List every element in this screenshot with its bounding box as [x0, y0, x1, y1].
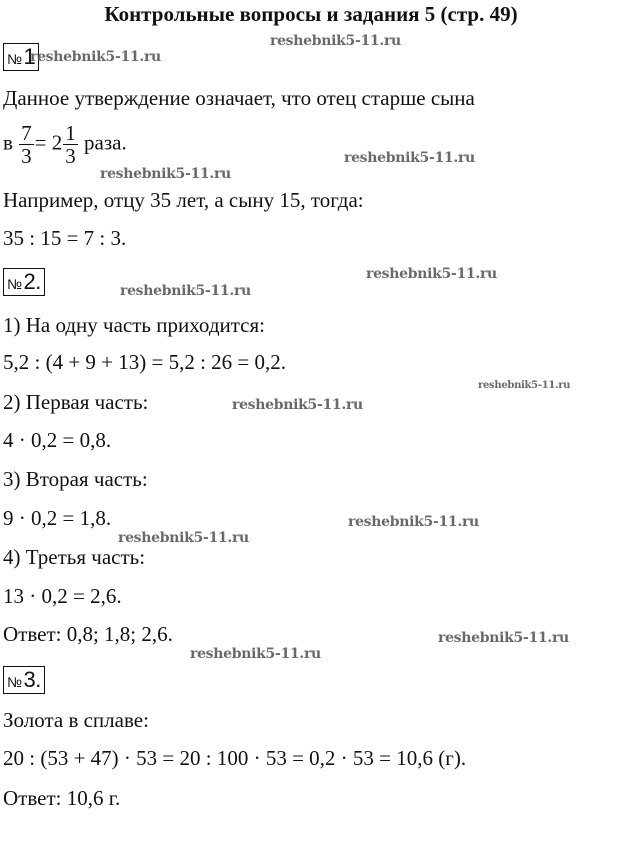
- task-1-equals: = 2: [34, 130, 63, 155]
- watermark: reshebnik5-11.ru: [120, 283, 251, 299]
- task-3-label: Золота в сплаве:: [3, 708, 149, 732]
- task-3-answer: Ответ: 10,6 г.: [3, 786, 121, 810]
- watermark: reshebnik5-11.ru: [30, 49, 161, 65]
- task-3-number-badge: [3, 666, 45, 694]
- watermark: reshebnik5-11.ru: [348, 514, 479, 530]
- watermark: reshebnik5-11.ru: [438, 630, 569, 646]
- task-1-line-1: Данное утверждение означает, что отец старше сына: [3, 86, 475, 110]
- watermark: reshebnik5-11.ru: [270, 33, 401, 49]
- number-sign: №: [7, 276, 22, 292]
- task-1-prefix: в: [3, 130, 13, 155]
- watermark: reshebnik5-11.ru: [344, 150, 475, 166]
- task-2-step-2-label: 2) Первая часть:: [3, 390, 149, 414]
- task-2-number-badge: [3, 268, 45, 296]
- task-2-step-1-label: 1) На одну часть приходится:: [3, 313, 265, 337]
- task-3-number: 3.: [23, 667, 41, 692]
- fraction-numerator: 7: [21, 121, 32, 145]
- fraction-numerator: 1: [65, 121, 76, 145]
- task-2-answer: Ответ: 0,8; 1,8; 2,6.: [3, 622, 173, 646]
- fraction-denominator: 3: [65, 144, 76, 169]
- watermark: reshebnik5-11.ru: [190, 646, 321, 662]
- task-2-step-4-label: 4) Третья часть:: [3, 545, 146, 569]
- number-sign: №: [7, 51, 22, 67]
- task-1-number: 1: [23, 44, 36, 69]
- watermark: reshebnik5-11.ru: [366, 266, 497, 282]
- fraction-one-third: [63, 122, 78, 167]
- watermark: reshebnik5-11.ru: [100, 166, 231, 182]
- watermark: reshebnik5-11.ru: [478, 380, 571, 391]
- fraction-denominator: 3: [21, 144, 32, 169]
- task-2-step-3-calc: 9 · 0,2 = 1,8.: [3, 506, 112, 530]
- task-2-step-1-calc: 5,2 : (4 + 9 + 13) = 5,2 : 26 = 0,2.: [3, 350, 287, 374]
- task-2-number: 2.: [23, 269, 41, 294]
- fraction-seven-thirds: [19, 122, 34, 167]
- page-title: Контрольные вопросы и задания 5 (стр. 49): [104, 2, 518, 26]
- task-3-calc: 20 : (53 + 47) · 53 = 20 : 100 · 53 = 0,2 · 53 = 10,6 (г).: [3, 746, 467, 770]
- task-2-step-3-label: 3) Вторая часть:: [3, 467, 148, 491]
- task-2-step-2-calc: 4 · 0,2 = 0,8.: [3, 428, 112, 452]
- task-1-line-2: [3, 122, 127, 167]
- task-1-suffix: раза.: [84, 130, 127, 155]
- task-1-line-3: Например, отцу 35 лет, а сыну 15, тогда:: [3, 188, 364, 212]
- watermark: reshebnik5-11.ru: [232, 397, 363, 413]
- task-1-line-4: 35 : 15 = 7 : 3.: [3, 226, 127, 250]
- task-2-step-4-calc: 13 · 0,2 = 2,6.: [3, 584, 122, 608]
- watermark: reshebnik5-11.ru: [118, 530, 249, 546]
- number-sign: №: [7, 674, 22, 690]
